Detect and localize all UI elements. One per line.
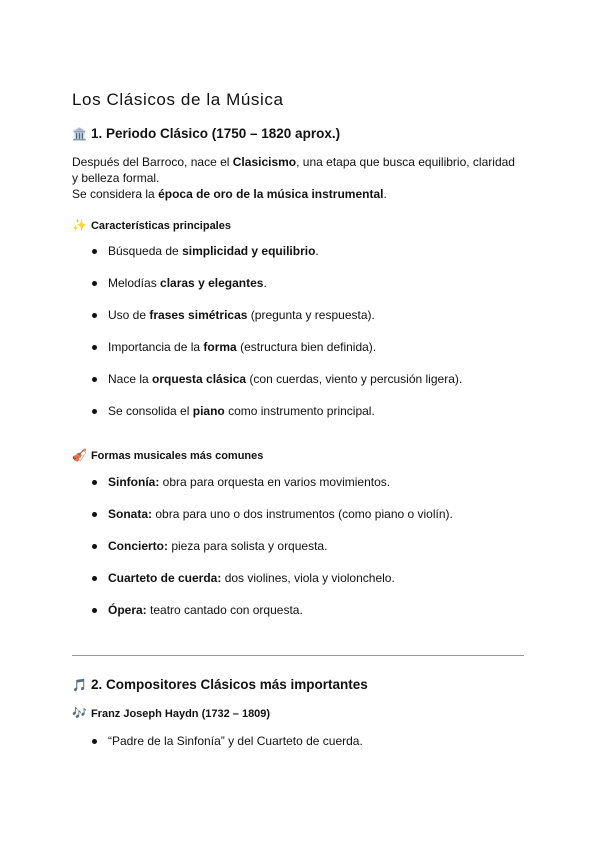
list-item: [88, 339, 462, 371]
item-text: Se consolida el: [108, 404, 193, 418]
item-text: (con cuerdas, viento y percusión ligera).: [246, 372, 463, 386]
item-bold: simplicidad y equilibrio: [182, 244, 316, 258]
item-text: obra para uno o dos instrumentos (como piano o violín).: [152, 507, 453, 521]
forms-heading-text: Formas musicales más comunes: [90, 450, 264, 462]
musical-notes-icon: 🎶: [72, 706, 87, 720]
list-item: [88, 570, 453, 602]
item-bold: Sinfonía:: [108, 475, 160, 489]
item-text: Nace la: [108, 372, 153, 386]
item-bold: Ópera:: [108, 603, 147, 617]
sparkles-icon: ✨: [72, 218, 87, 232]
item-text: (estructura bien definida).: [236, 340, 377, 354]
section-divider: [72, 655, 524, 656]
intro-bold: época de oro de la música instrumental: [158, 187, 384, 201]
item-bold: claras y elegantes: [160, 276, 264, 290]
violin-icon: 🎻: [72, 448, 87, 462]
list-item: [88, 474, 453, 506]
intro-text: , una etapa que busca equilibrio, claridad: [296, 155, 515, 169]
list-item: [88, 506, 453, 538]
item-text: como instrumento principal.: [224, 404, 375, 418]
composer-list: [88, 733, 363, 765]
item-text: dos violines, viola y violonchelo.: [221, 571, 395, 585]
features-heading: [72, 218, 231, 232]
intro-line-3: [72, 186, 542, 202]
composer-heading-text: Franz Joseph Haydn (1732 – 1809): [90, 708, 271, 720]
intro-line-2: y belleza formal.: [72, 171, 160, 185]
forms-list: [88, 474, 453, 634]
item-bold: piano: [192, 404, 225, 418]
item-text: obra para orquesta en varios movimientos.: [159, 475, 391, 489]
item-bold: frases simétricas: [149, 308, 248, 322]
classical-building-icon: 🏛️: [72, 127, 87, 141]
musical-note-icon: 🎵: [72, 678, 87, 692]
item-text: Importancia de la: [108, 340, 204, 354]
composer-heading: [72, 706, 270, 720]
features-heading-text: Características principales: [90, 220, 231, 232]
list-item: [88, 243, 462, 275]
intro-text: .: [383, 187, 387, 201]
list-item: [88, 403, 462, 435]
intro-bold: Clasicismo: [232, 155, 297, 169]
list-item: [88, 307, 462, 339]
item-text: Uso de: [108, 308, 150, 322]
item-bold: Sonata:: [108, 507, 153, 521]
item-text: (pregunta y respuesta).: [247, 308, 375, 322]
section1-heading-text: 1. Periodo Clásico (1750 – 1820 aprox.): [90, 126, 341, 141]
section1-heading: [72, 126, 340, 141]
item-text: .: [263, 276, 267, 290]
document-title: Los Clásicos de la Música: [72, 90, 284, 109]
features-list: [88, 243, 462, 435]
item-text: Melodías: [108, 276, 161, 290]
item-text: pieza para solista y orquesta.: [168, 539, 328, 553]
intro-text: Se considera la: [72, 187, 159, 201]
section2-heading: [72, 677, 368, 692]
list-item: “Padre de la Sinfonía” y del Cuarteto de cuerda.: [88, 733, 363, 765]
list-item: [88, 371, 462, 403]
section2-heading-text: 2. Compositores Clásicos más importantes: [90, 677, 368, 692]
intro-paragraph: [72, 154, 542, 202]
item-text: teatro cantado con orquesta.: [146, 603, 303, 617]
item-bold: orquesta clásica: [152, 372, 247, 386]
list-item: [88, 275, 462, 307]
item-bold: Cuarteto de cuerda:: [108, 571, 222, 585]
intro-text: Después del Barroco, nace el: [72, 155, 233, 169]
item-bold: Concierto:: [108, 539, 168, 553]
item-bold: forma: [203, 340, 237, 354]
item-text: .: [315, 244, 319, 258]
list-item: [88, 538, 453, 570]
list-item: [88, 602, 453, 634]
intro-line-1: [72, 154, 542, 170]
forms-heading: [72, 448, 263, 462]
item-text: Búsqueda de: [108, 244, 183, 258]
